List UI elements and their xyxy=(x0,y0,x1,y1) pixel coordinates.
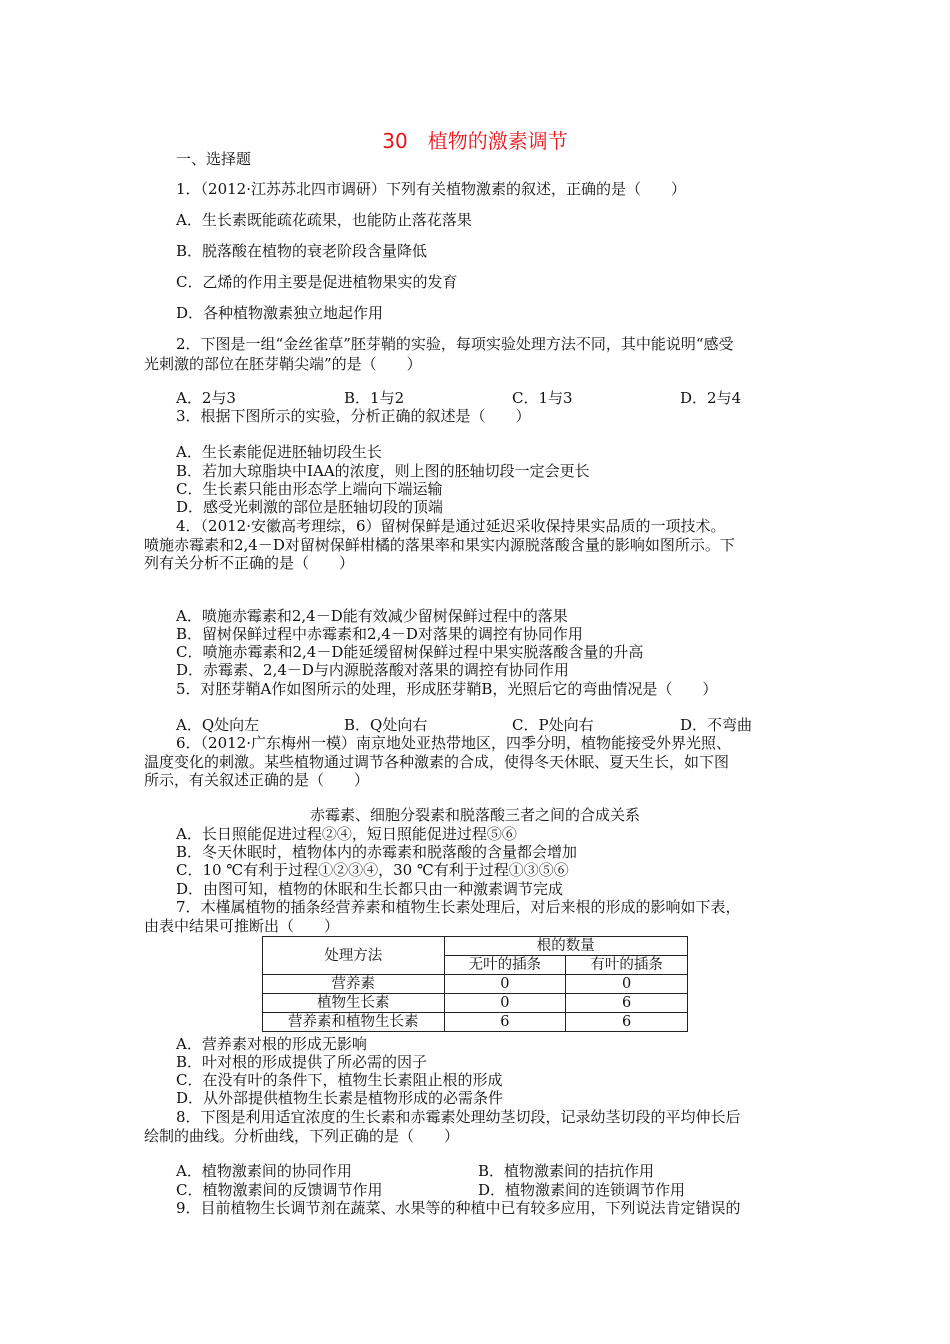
q5-option-d: D．不弯曲 xyxy=(680,716,753,734)
question-6-stem-cont-2: 所示，有关叙述正确的是（ ） xyxy=(144,771,370,789)
table-header-method: 处理方法 xyxy=(263,937,445,975)
q8-option-b: B．植物激素间的拮抗作用 xyxy=(478,1162,655,1180)
question-2-stem-cont: 光刺激的部位在胚芽鞘尖端”的是（ ） xyxy=(144,355,422,373)
q6-option-a: A．长日照能促进过程②④，短日照能促进过程⑤⑥ xyxy=(176,825,517,843)
table-cell-method: 营养素和植物生长素 xyxy=(263,1013,445,1032)
question-4-stem-cont-1: 喷施赤霉素和2,4－D对留树保鲜柑橘的落果率和果实内源脱落酸含量的影响如图所示。下 xyxy=(144,536,735,554)
q6-option-c: C．10 ℃有利于过程①②③④，30 ℃有利于过程①③⑤⑥ xyxy=(176,861,569,879)
question-5-stem: 5．对胚芽鞘A作如图所示的处理，形成胚芽鞘B，光照后它的弯曲情况是（ ） xyxy=(176,680,718,698)
section-heading: 一、选择题 xyxy=(176,150,252,168)
q1-option-a: A．生长素既能疏花疏果，也能防止落花落果 xyxy=(176,211,472,229)
q8-option-c: C．植物激素间的反馈调节作用 xyxy=(176,1181,383,1199)
figure-caption: 赤霉素、细胞分裂素和脱落酸三者之间的合成关系 xyxy=(309,806,640,824)
q4-option-b: B．留树保鲜过程中赤霉素和2,4－D对落果的调控有协同作用 xyxy=(176,625,583,643)
q2-option-d: D．2与4 xyxy=(680,389,742,407)
q3-option-b: B．若加大琼脂块中IAA的浓度，则上图的胚轴切段一定会更长 xyxy=(176,462,590,480)
q7-option-d: D．从外部提供植物生长素是植物形成的必需条件 xyxy=(176,1089,504,1107)
q1-option-b: B．脱落酸在植物的衰老阶段含量降低 xyxy=(176,242,428,260)
q6-option-b: B．冬天休眠时，植物体内的赤霉素和脱落酸的含量都会增加 xyxy=(176,843,578,861)
table-row xyxy=(263,975,688,994)
question-6-stem-cont-1: 温度变化的刺激。某些植物通过调节各种激素的合成，使得冬天休眠、夏天生长，如下图 xyxy=(144,753,730,771)
q6-option-d: D．由图可知，植物的休眠和生长都只由一种激素调节完成 xyxy=(176,880,564,898)
q2-option-a: A．2与3 xyxy=(176,389,236,407)
table-cell-with-leaf: 0 xyxy=(566,975,688,994)
question-4-stem-cont-2: 列有关分析不正确的是（ ） xyxy=(144,554,355,572)
table-cell-no-leaf: 0 xyxy=(444,994,566,1013)
q1-option-d: D．各种植物激素独立地起作用 xyxy=(176,304,384,322)
question-7-stem-cont: 由表中结果可推断出（ ） xyxy=(144,917,340,935)
table-cell-with-leaf: 6 xyxy=(566,1013,688,1032)
table-cell-with-leaf: 6 xyxy=(566,994,688,1013)
table-cell-method: 营养素 xyxy=(263,975,445,994)
question-3-stem: 3．根据下图所示的实验，分析正确的叙述是（ ） xyxy=(176,407,531,425)
q7-option-a: A．营养素对根的形成无影响 xyxy=(176,1035,367,1053)
q5-option-a: A．Q处向左 xyxy=(176,716,260,734)
q3-option-c: C．生长素只能由形态学上端向下端运输 xyxy=(176,480,443,498)
q7-option-b: B．叶对根的形成提供了所必需的因子 xyxy=(176,1053,428,1071)
table-header-with-leaf: 有叶的插条 xyxy=(566,956,688,975)
q5-option-b: B．Q处向右 xyxy=(344,716,428,734)
q4-option-d: D．赤霉素、2,4－D与内源脱落酸对落果的调控有协同作用 xyxy=(176,661,569,679)
page-title: 30 植物的激素调节 xyxy=(382,129,568,153)
q2-option-b: B．1与2 xyxy=(344,389,405,407)
table-header-row xyxy=(263,937,688,956)
question-2-stem: 2．下图是一组“金丝雀草”胚芽鞘的实验，每项实验处理方法不同，其中能说明“感受 xyxy=(176,335,734,353)
q4-option-a: A．喷施赤霉素和2,4－D能有效减少留树保鲜过程中的落果 xyxy=(176,607,568,625)
table-row xyxy=(263,994,688,1013)
question-6-stem: 6．（2012·广东梅州一模）南京地处亚热带地区，四季分明，植物能接受外界光照、 xyxy=(176,734,731,752)
question-9-stem: 9．目前植物生长调节剂在蔬菜、水果等的种植中已有较多应用，下列说法肯定错误的 xyxy=(176,1199,741,1217)
question-8-stem-cont: 绘制的曲线。分析曲线，下列正确的是（ ） xyxy=(144,1127,460,1145)
q2-option-c: C．1与3 xyxy=(512,389,573,407)
q8-option-a: A．植物激素间的协同作用 xyxy=(176,1162,352,1180)
table-row xyxy=(263,1013,688,1032)
table-cell-method: 植物生长素 xyxy=(263,994,445,1013)
q3-option-d: D．感受光刺激的部位是胚轴切段的顶端 xyxy=(176,498,444,516)
q7-option-c: C．在没有叶的条件下，植物生长素阻止根的形成 xyxy=(176,1071,503,1089)
question-4-stem: 4．（2012·安徽高考理综，6）留树保鲜是通过延迟采收保持果实品质的一项技术。 xyxy=(176,517,726,535)
q5-option-c: C．P处向右 xyxy=(512,716,594,734)
q3-option-a: A．生长素能促进胚轴切段生长 xyxy=(176,443,382,461)
question-1-stem: 1．（2012·江苏苏北四市调研）下列有关植物激素的叙述，正确的是（ ） xyxy=(176,180,686,198)
table-cell-no-leaf: 6 xyxy=(444,1013,566,1032)
table-cell-no-leaf: 0 xyxy=(444,975,566,994)
q4-option-c: C．喷施赤霉素和2,4－D能延缓留树保鲜过程中果实脱落酸含量的升高 xyxy=(176,643,644,661)
table-header-root-count: 根的数量 xyxy=(444,937,687,956)
question-8-stem: 8．下图是利用适宜浓度的生长素和赤霉素处理幼茎切段，记录幼茎切段的平均伸长后 xyxy=(176,1108,741,1126)
table-header-no-leaf: 无叶的插条 xyxy=(444,956,566,975)
question-7-stem: 7．木槿属植物的插条经营养素和植物生长素处理后，对后来根的形成的影响如下表， xyxy=(176,898,741,916)
results-table xyxy=(262,936,688,1032)
q8-option-d: D．植物激素间的连锁调节作用 xyxy=(478,1181,686,1199)
q1-option-c: C．乙烯的作用主要是促进植物果实的发育 xyxy=(176,273,458,291)
